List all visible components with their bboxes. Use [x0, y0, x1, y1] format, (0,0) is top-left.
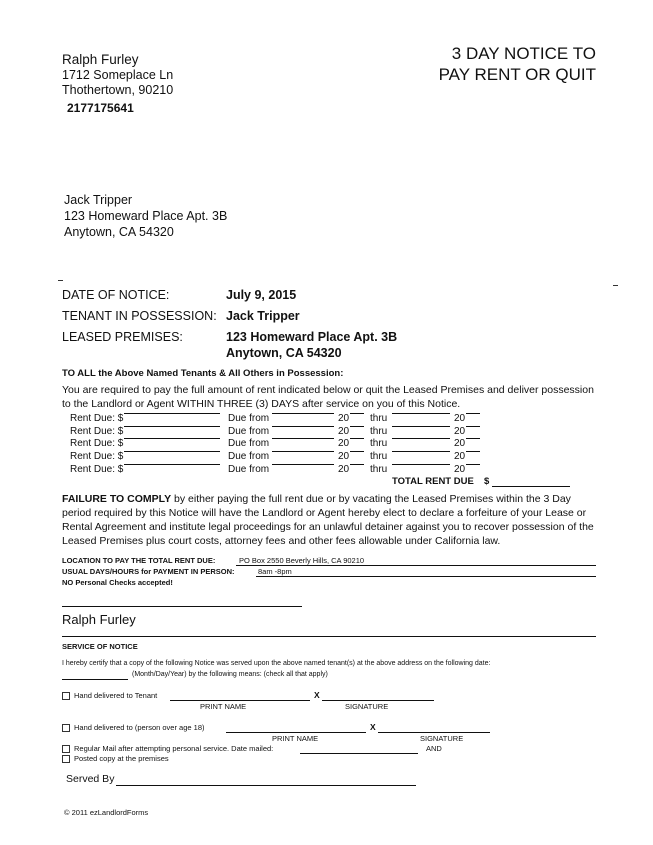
due-from-date-field[interactable] [272, 438, 334, 439]
year-prefix: 20 [454, 463, 466, 475]
margin-tick-right [613, 285, 618, 286]
thru-year-field[interactable] [466, 413, 480, 414]
rent-due-label: Rent Due: $ [70, 451, 124, 463]
signature-label-2: SIGNATURE [420, 734, 464, 743]
hand-person-label: Hand delivered to (person over age 18) [74, 723, 205, 732]
thru-label: thru [370, 413, 388, 424]
thru-year-field[interactable] [466, 438, 480, 439]
margin-tick-left [58, 280, 63, 281]
thru-year-field[interactable] [466, 464, 480, 465]
checkbox-icon[interactable] [62, 692, 70, 700]
due-from-year-field[interactable] [350, 438, 364, 439]
failure-text: by either paying the full rent due or by vacating the Leased Premises within the 3 Day period required by this Notice will have the Landlord or Agent hereby elect to declare a forfeiture of your Lease or Rental Agreement and institute legal proceedings for an unlawful detainer against you to recover possession of the Leased Premises plus court costs, attorney fees and other fees allowable under California law. [62, 493, 594, 547]
tenant-street: 123 Homeward Place Apt. 3B [64, 209, 228, 223]
x-mark-1: X [314, 690, 320, 700]
and-label: AND [426, 744, 442, 753]
rent-amount-field[interactable] [124, 464, 220, 465]
print-name-label-1: PRINT NAME [200, 702, 247, 711]
landlord-signature-line[interactable] [62, 606, 302, 607]
due-from-date-field[interactable] [272, 426, 334, 427]
posted-option[interactable] [62, 754, 169, 763]
year-prefix: 20 [338, 438, 350, 450]
total-currency: $ [484, 476, 490, 487]
year-prefix: 20 [338, 425, 350, 437]
rent-amount-field[interactable] [124, 438, 220, 439]
rent-due-label: Rent Due: $ [70, 463, 124, 475]
due-from-year-field[interactable] [350, 464, 364, 465]
certify-line1: I hereby certify that a copy of the following Notice was served upon the above named tenant(s) at the above address on the following date: [62, 660, 491, 667]
served-by-label: Served By [66, 773, 115, 785]
hours-line [256, 576, 596, 577]
year-prefix: 20 [454, 438, 466, 450]
thru-label: thru [370, 451, 388, 463]
thru-date-field[interactable] [392, 426, 450, 427]
rent-amount-field[interactable] [124, 413, 220, 414]
tenant-label: TENANT IN POSSESSION: [62, 309, 217, 323]
to-all-heading: TO ALL the Above Named Tenants & All Others in Possession: [62, 368, 344, 379]
intro-paragraph: You are required to pay the full amount of rent indicated below or quit the Leased Premises and deliver possession to the Landlord or Agent WITHIN THREE (3) DAYS after service on you of this Notice. [62, 384, 594, 410]
hand-tenant-option[interactable] [62, 691, 157, 700]
year-prefix: 20 [338, 451, 350, 463]
failure-lead: FAILURE TO COMPLY [62, 493, 172, 505]
date-mailed-field[interactable] [300, 753, 418, 754]
thru-year-field[interactable] [466, 451, 480, 452]
x-mark-2: X [370, 722, 376, 732]
signature-label-1: SIGNATURE [345, 702, 389, 711]
hand-tenant-label: Hand delivered to Tenant [74, 691, 158, 700]
due-from-label: Due from [228, 413, 270, 424]
service-divider [62, 636, 596, 637]
notice-title-line1: 3 DAY NOTICE TO [451, 44, 596, 63]
premises-label: LEASED PREMISES: [62, 330, 183, 344]
landlord-name: Ralph Furley [62, 52, 139, 67]
failure-paragraph [62, 492, 602, 548]
due-from-label: Due from [228, 425, 270, 437]
thru-date-field[interactable] [392, 464, 450, 465]
due-from-label: Due from [228, 463, 270, 475]
year-prefix: 20 [454, 451, 466, 463]
thru-date-field[interactable] [392, 451, 450, 452]
posted-label: Posted copy at the premises [74, 754, 169, 763]
tenant-print-name-field[interactable] [170, 700, 310, 701]
location-line [236, 565, 596, 566]
service-heading: SERVICE OF NOTICE [62, 642, 138, 651]
rent-due-label: Rent Due: $ [70, 438, 124, 450]
location-label: LOCATION TO PAY THE TOTAL RENT DUE: [62, 556, 216, 565]
print-name-label-2: PRINT NAME [272, 734, 319, 743]
hand-person-option[interactable] [62, 723, 205, 732]
due-from-label: Due from [228, 438, 270, 450]
due-from-date-field[interactable] [272, 464, 334, 465]
year-prefix: 20 [454, 425, 466, 437]
certify-line2: (Month/Day/Year) by the following means: (check all that apply) [132, 671, 328, 678]
thru-date-field[interactable] [392, 438, 450, 439]
due-from-date-field[interactable] [272, 451, 334, 452]
checkbox-icon[interactable] [62, 755, 70, 763]
date-value: July 9, 2015 [226, 288, 297, 302]
due-from-year-field[interactable] [350, 413, 364, 414]
total-rent-label: TOTAL RENT DUE [392, 476, 474, 487]
copyright: © 2011 ezLandlordForms [64, 808, 149, 817]
total-rent-field[interactable] [492, 486, 570, 487]
service-date-field[interactable] [62, 679, 128, 680]
premises-line2: Anytown, CA 54320 [226, 346, 342, 360]
person-signature-field[interactable] [378, 732, 490, 733]
thru-label: thru [370, 425, 388, 437]
thru-year-field[interactable] [466, 426, 480, 427]
regular-mail-option[interactable] [62, 744, 273, 753]
checkbox-icon[interactable] [62, 724, 70, 732]
person-print-name-field[interactable] [226, 732, 366, 733]
served-by-field[interactable] [116, 785, 416, 786]
rent-amount-field[interactable] [124, 451, 220, 452]
landlord-phone: 2177175641 [67, 101, 134, 115]
checkbox-icon[interactable] [62, 745, 70, 753]
premises-line1: 123 Homeward Place Apt. 3B [226, 330, 398, 344]
due-from-year-field[interactable] [350, 426, 364, 427]
due-from-year-field[interactable] [350, 451, 364, 452]
location-value: PO Box 2550 Beverly Hills, CA 90210 [239, 556, 365, 565]
year-prefix: 20 [454, 413, 466, 424]
tenant-value: Jack Tripper [226, 309, 300, 323]
landlord-city: Thothertown, 90210 [62, 83, 174, 97]
signature-name: Ralph Furley [62, 612, 136, 627]
hours-value: 8am -8pm [258, 567, 292, 576]
no-checks-note: NO Personal Checks accepted! [62, 578, 173, 587]
hours-label: USUAL DAYS/HOURS for PAYMENT IN PERSON: [62, 567, 235, 576]
tenant-signature-field[interactable] [322, 700, 434, 701]
year-prefix: 20 [338, 463, 350, 475]
year-prefix: 20 [338, 413, 350, 424]
due-from-date-field[interactable] [272, 413, 334, 414]
tenant-city: Anytown, CA 54320 [64, 225, 174, 239]
rent-due-label: Rent Due: $ [70, 413, 124, 424]
landlord-street: 1712 Someplace Ln [62, 68, 174, 82]
notice-title-line2: PAY RENT OR QUIT [438, 65, 596, 84]
date-label: DATE OF NOTICE: [62, 288, 170, 302]
thru-date-field[interactable] [392, 413, 450, 414]
rent-due-label: Rent Due: $ [70, 425, 124, 437]
tenant-name: Jack Tripper [64, 193, 133, 207]
due-from-label: Due from [228, 451, 270, 463]
thru-label: thru [370, 463, 388, 475]
thru-label: thru [370, 438, 388, 450]
regular-mail-label: Regular Mail after attempting personal service. Date mailed: [74, 744, 274, 753]
rent-amount-field[interactable] [124, 426, 220, 427]
